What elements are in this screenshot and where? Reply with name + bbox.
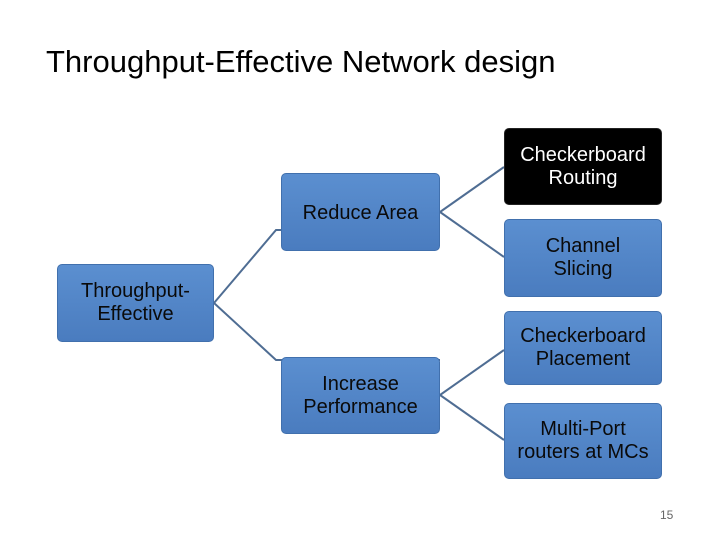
node-multiport-routers-label: Multi-Port routers at MCs	[517, 418, 649, 463]
node-checkerboard-placement	[504, 311, 662, 385]
slide-title: Throughput-Effective Network design	[46, 44, 556, 79]
page-number: 15	[660, 508, 674, 522]
node-multiport-routers	[504, 403, 662, 479]
node-checkerboard-routing	[504, 128, 662, 205]
node-increase-performance-label: Increase Performance	[303, 372, 418, 418]
connector-increase-placement	[440, 350, 504, 395]
node-channel-slicing	[504, 219, 662, 297]
node-increase-performance	[281, 357, 440, 434]
node-throughput-effective	[57, 264, 214, 342]
node-channel-slicing-label: Channel Slicing	[545, 235, 621, 280]
connector-increase-multiport	[440, 395, 504, 440]
node-reduce-area-label: Reduce Area	[302, 202, 419, 224]
node-reduce-area	[281, 173, 440, 251]
connector-root-increase	[214, 303, 440, 360]
node-checkerboard-routing-label: Checkerboard Routing	[520, 143, 646, 189]
connector-reduce-routing	[440, 167, 504, 212]
node-throughput-effective-label: Throughput- Effective	[81, 280, 190, 325]
connector-reduce-slicing	[440, 212, 504, 257]
node-checkerboard-placement-label: Checkerboard Placement	[520, 325, 646, 370]
